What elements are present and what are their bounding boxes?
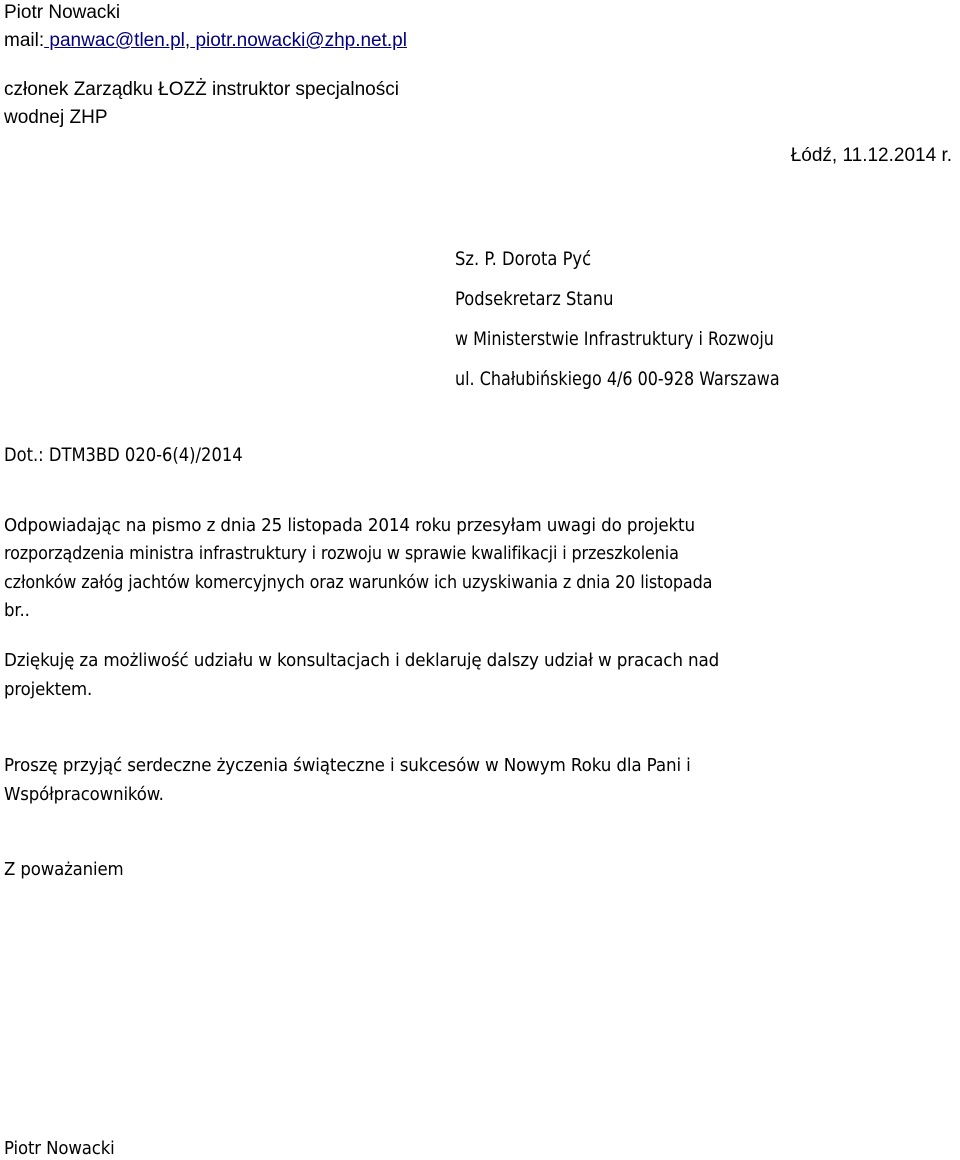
closing-line: Z poważaniem — [4, 859, 124, 880]
signature-name: Piotr Nowacki — [4, 1138, 115, 1159]
recipient-line-1: Sz. P. Dorota Pyć — [455, 248, 592, 270]
sender-role-line-2: wodnej ZHP — [4, 107, 108, 128]
email-separator: , — [184, 30, 191, 51]
reference-line: Dot.: DTM3BD 020-6(4)/2014 — [4, 444, 243, 466]
recipient-line-3: w Ministerstwie Infrastruktury i Rozwoju — [455, 328, 774, 350]
body-paragraph-1-line-3: członków załóg jachtów komercyjnych oraz warunków ich uzyskiwania z dnia 20 listopada — [4, 572, 713, 593]
body-paragraph-2-line-2: projektem. — [4, 679, 93, 700]
body-paragraph-1-line-2: rozporządzenia ministra infrastruktury i rozwoju w sprawie kwalifikacji i przeszkolenia — [4, 543, 679, 564]
body-paragraph-3-line-2: Współpracowników. — [4, 784, 164, 805]
recipient-line-4: ul. Chałubińskiego 4/6 00-928 Warszawa — [455, 368, 780, 390]
body-paragraph-3-line-1: Proszę przyjąć serdeczne życzenia świąteczne i sukcesów w Nowym Roku dla Pani i — [4, 755, 691, 776]
body-paragraph-2-line-1: Dziękuję za możliwość udziału w konsultacjach i deklaruję dalszy udział w pracach nad — [4, 650, 720, 671]
sender-contact — [4, 31, 407, 50]
mail-label: mail: — [4, 30, 45, 51]
sender-name: Piotr Nowacki — [4, 2, 121, 23]
email-link-zhp[interactable]: piotr.nowacki@zhp.net.pl — [190, 30, 407, 51]
sender-role-line-1: członek Zarządku ŁOZŻ instruktor specjalności — [4, 79, 399, 100]
email-link-tlen[interactable]: panwac@tlen.pl — [44, 30, 185, 51]
recipient-line-2: Podsekretarz Stanu — [455, 288, 614, 310]
body-paragraph-1-line-4: br.. — [4, 600, 30, 621]
body-paragraph-1-line-1: Odpowiadając na pismo z dnia 25 listopada 2014 roku przesyłam uwagi do projektu — [4, 515, 695, 536]
place-date: Łódź, 11.12.2014 r. — [790, 145, 952, 166]
